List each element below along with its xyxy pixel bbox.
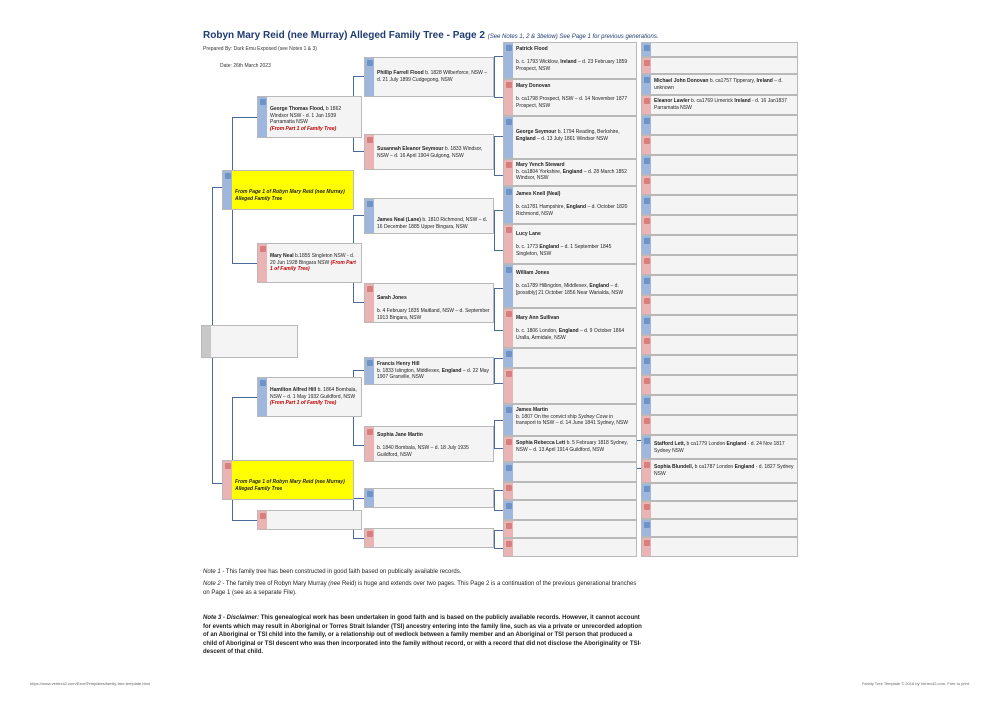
- empty-person-box[interactable]: [641, 537, 798, 557]
- from-page1-label-bottom: From Page 1 of Robyn Mary Reid (nee Murray) Alleged Family Tree: [235, 479, 345, 492]
- note-text: This family tree has been constructed in good faith based on publically available records.: [225, 569, 462, 575]
- female-icon: [642, 96, 651, 114]
- male-icon: [504, 187, 513, 223]
- empty-person-box[interactable]: [503, 500, 637, 520]
- male-icon: [504, 463, 513, 481]
- person-name: Lucy Lane: [516, 231, 541, 237]
- person-details: b. c. 1793 Wicklow,: [516, 59, 559, 65]
- female-icon: [504, 369, 513, 403]
- person-details: b.1855 Singleton NSW - d. 20 Jun 1928 Bingara NSW: [270, 253, 355, 266]
- female-icon: [642, 216, 651, 234]
- person-name: George Thomas Flood,: [270, 106, 325, 112]
- female-icon: [642, 336, 651, 354]
- person-mary-yench-steward[interactable]: [503, 159, 637, 186]
- person-details: b. ca1769 Limerick: [690, 98, 733, 104]
- person-name: Francis Henry Hill: [377, 361, 420, 367]
- empty-person-box[interactable]: [641, 519, 798, 537]
- person-icon: [223, 461, 232, 499]
- note-text: This genealogical work has been undertaken in good faith and is based on the publicly available records. However, it cannot account for events which may result in Aboriginal or Torres Strait Islander (TSI) ancestry entering into the family line, such as via a private or unrecorded adoption of an Aboriginal or TSI child into the family, or a relationship out of wedlock between a family member and an Aboriginal or TSI person that produced a child of Aboriginal or TSI descent who was then incorporated into the family without record, or with a record that did not disclose the Aboriginality or TSI-descent of that child.: [203, 615, 642, 655]
- person-details-2: in transport to NSW – d. 14 June 1841 Sydney, NSW: [516, 413, 628, 426]
- female-icon: [642, 376, 651, 394]
- person-country: England: [734, 464, 755, 470]
- person-details: b ca1779 London: [686, 441, 726, 447]
- person-details: b. 4 February 1835 Maitland, NSW – d. September 1913 Bingara, NSW: [377, 308, 490, 321]
- male-icon: [642, 156, 651, 174]
- person-james-knell-neal[interactable]: [503, 186, 637, 224]
- person-details: b. ca1798 Prospect, NSW – d. 14 November 1877 Prospect, NSW: [516, 96, 628, 109]
- empty-person-box[interactable]: [641, 355, 798, 375]
- empty-person-box[interactable]: [641, 195, 798, 215]
- male-icon: [642, 75, 651, 94]
- female-icon: [504, 521, 513, 537]
- person-name: James Neal (Lane): [377, 217, 421, 223]
- person-country: England: [539, 244, 560, 250]
- note-nee: (nee: [328, 581, 341, 587]
- from-page1-box-bottom[interactable]: [222, 460, 354, 500]
- male-icon: [504, 349, 513, 367]
- empty-person-box[interactable]: [641, 235, 798, 255]
- person-name: Eleanor Lawler: [654, 98, 690, 104]
- title-main: Robyn Mary Reid (nee Murray) Alleged Family Tree - Page 2: [203, 30, 485, 41]
- empty-person-box[interactable]: [503, 368, 637, 404]
- root-person-box[interactable]: [201, 325, 298, 358]
- note-text: The family tree of Robyn Mary Murray: [225, 581, 327, 587]
- person-mary-ann-sullivan[interactable]: [503, 308, 637, 348]
- person-details: b. ca1789 Hillingdon, Middlesex,: [516, 283, 588, 289]
- person-icon: [223, 171, 232, 209]
- male-icon: [642, 196, 651, 214]
- female-icon: [504, 309, 513, 347]
- person-name: George Seymour: [516, 129, 557, 135]
- empty-person-box[interactable]: [641, 135, 798, 155]
- female-icon: [365, 529, 374, 547]
- person-details-2: - d. 1827 Sydney NSW: [654, 464, 794, 477]
- footer-copyright: Family Tree Template © 2016 by Vertex42.com. Free to print.: [861, 681, 970, 686]
- person-country: Ireland: [560, 59, 577, 65]
- male-icon: [642, 396, 651, 414]
- person-sophia-blundell[interactable]: [641, 459, 798, 483]
- person-francis-henry-hill[interactable]: [364, 357, 494, 385]
- empty-person-box[interactable]: [641, 295, 798, 315]
- female-icon: [504, 539, 513, 556]
- male-icon: [642, 276, 651, 294]
- person-name: Stafford Lett,: [654, 441, 686, 447]
- female-icon: [642, 416, 651, 434]
- person-details-2: – d. 13 July 1861 Windsor NSW: [537, 135, 608, 142]
- male-icon: [504, 265, 513, 307]
- person-sophia-jane-martin[interactable]: [364, 426, 494, 462]
- person-patrick-flood[interactable]: [503, 42, 637, 79]
- person-country: Ireland: [756, 78, 773, 84]
- person-details: b. 1794 Reading, Berkshire,: [557, 129, 620, 135]
- person-details: b. 1810 Richmond, NSW – d. 16 December 1885 Upper Bingara, NSW: [377, 217, 488, 230]
- empty-person-box[interactable]: [641, 57, 798, 74]
- person-phillip-farrell-flood[interactable]: [364, 57, 494, 97]
- person-details-2: – d. unknown: [654, 78, 783, 91]
- person-name: Michael John Donovan: [654, 78, 709, 84]
- person-details-2: – d. [possibly] 21 October 1856 Near Warialda, NSW: [516, 283, 624, 296]
- person-details: b. 5 February 1818 Sydney, NSW – d. 13 April 1914 Guildford, NSW: [516, 440, 628, 453]
- person-country: England: [441, 367, 462, 374]
- empty-person-box[interactable]: [641, 335, 798, 355]
- person-details: b. 1807 On the convict ship: [516, 413, 577, 420]
- person-details: b. 1840 Bombala, NSW – d. 18 July 1935 Guildford, NSW: [377, 445, 469, 458]
- person-details: b. 1828 Wilberforce, NSW – d. 21 July 1899 Cudgegong, NSW: [377, 70, 488, 83]
- male-icon: [642, 436, 651, 458]
- person-george-seymour[interactable]: [503, 116, 637, 159]
- empty-person-box[interactable]: [503, 520, 637, 538]
- person-details: b. c. 1806 London,: [516, 328, 558, 334]
- male-icon: [258, 378, 267, 416]
- person-details: b. ca1804 Yorkshire,: [516, 168, 562, 175]
- person-james-neal-lane[interactable]: [364, 198, 494, 234]
- female-icon: [642, 502, 651, 518]
- male-icon: [642, 316, 651, 334]
- male-icon: [504, 501, 513, 519]
- female-icon: [642, 296, 651, 314]
- person-name: Mary Donovan: [516, 83, 551, 89]
- person-stafford-lett[interactable]: [641, 435, 798, 459]
- date-label: Date: 26th March 2023: [220, 63, 271, 69]
- person-michael-john-donovan[interactable]: [641, 74, 798, 95]
- person-name: Susannah Eleanor Seymour: [377, 146, 444, 152]
- male-icon: [504, 117, 513, 158]
- person-name: Sophia Jane Martin: [377, 432, 423, 438]
- person-country: England: [558, 328, 579, 334]
- person-sophia-rebecca-lett[interactable]: [503, 436, 637, 462]
- person-name: Mary Yench Steward: [516, 162, 565, 168]
- page-title: [203, 30, 659, 41]
- person-name: James Knell (Neal): [516, 191, 561, 197]
- person-name: Mary Neal: [270, 253, 294, 259]
- person-details: b. 1864 Bombala, NSW – d. 1 May 1932 Guildford, NSW: [270, 387, 357, 400]
- female-icon: [504, 437, 513, 461]
- male-icon: [642, 356, 651, 374]
- male-icon: [504, 43, 513, 78]
- female-icon: [365, 284, 374, 322]
- person-details: b. 1833 Islington, Middlesex,: [377, 367, 441, 374]
- male-icon: [642, 484, 651, 500]
- note-2: [203, 580, 643, 597]
- male-icon: [365, 358, 374, 384]
- from-page1-box-top[interactable]: [222, 170, 354, 210]
- empty-person-box[interactable]: [503, 482, 637, 500]
- female-icon: [504, 160, 513, 185]
- person-details: b. 1833 Windsor, NSW – d. 16 April 1904 Gulgong, NSW: [377, 146, 483, 159]
- placeholder-marker: [202, 326, 211, 357]
- male-icon: [504, 405, 513, 435]
- male-icon: [365, 489, 374, 507]
- note-label: Note 3 - Disclaimer:: [203, 615, 260, 621]
- empty-person-box[interactable]: [641, 415, 798, 435]
- female-icon: [642, 256, 651, 274]
- person-details: b. ca1781 Hampshire,: [516, 204, 565, 210]
- female-icon: [642, 538, 651, 556]
- from-page1-label-top: From Page 1 of Robyn Mary Reid (nee Murray) Alleged Family Tree: [235, 189, 345, 202]
- person-name: Sophia Blundell,: [654, 464, 694, 470]
- person-name: Hamilton Alfred Hill: [270, 387, 317, 393]
- person-hamilton-alfred-hill[interactable]: [257, 377, 362, 417]
- person-details-2: - d. 16 Jan1837 Parramatta NSW: [654, 98, 787, 111]
- female-icon: [504, 225, 513, 263]
- female-icon: [504, 483, 513, 499]
- person-name: Mary Ann Sullivan: [516, 315, 560, 321]
- empty-person-box[interactable]: [503, 462, 637, 482]
- person-note: (From Part 1 of Family Tree): [270, 259, 356, 272]
- person-name: William Jones: [516, 270, 550, 276]
- empty-person-box[interactable]: [641, 375, 798, 395]
- female-icon: [642, 136, 651, 154]
- note-label: Note 1 -: [203, 569, 225, 575]
- person-details: b. ca1757 Tipperary,: [709, 78, 756, 84]
- female-icon: [642, 176, 651, 194]
- person-james-martin[interactable]: [503, 404, 637, 436]
- female-icon: [365, 135, 374, 169]
- female-icon: [365, 427, 374, 461]
- male-icon: [365, 58, 374, 96]
- male-icon: [642, 116, 651, 134]
- male-icon: [642, 520, 651, 536]
- empty-person-box[interactable]: [641, 501, 798, 519]
- ship-name: Sydney Cove: [577, 413, 608, 420]
- person-country: England: [566, 204, 587, 210]
- empty-person-box[interactable]: [641, 115, 798, 135]
- empty-person-box[interactable]: [641, 275, 798, 295]
- person-country: England: [562, 168, 583, 175]
- person-country: England: [589, 283, 610, 289]
- person-lucy-lane[interactable]: [503, 224, 637, 264]
- empty-person-box[interactable]: [641, 175, 798, 195]
- male-icon: [642, 43, 651, 56]
- person-susannah-eleanor-seymour[interactable]: [364, 134, 494, 170]
- empty-person-box[interactable]: [641, 215, 798, 235]
- person-note: (From Part 1 of Family Tree): [270, 400, 337, 406]
- person-details: b 1862 Windsor NSW - d. 1 Jan 1939 Parramatta NSW: [270, 106, 342, 125]
- male-icon: [642, 236, 651, 254]
- person-country: England: [516, 135, 536, 142]
- person-details-2: – d. 9 October 1864 Uralla, Armidale, NSW: [516, 328, 625, 341]
- title-subtitle: (See Notes 1, 2 & 3below) See Page 1 for previous generations.: [487, 34, 659, 40]
- person-eleanor-lawler[interactable]: [641, 95, 798, 115]
- person-mary-donovan[interactable]: [503, 79, 637, 116]
- empty-person-box[interactable]: [641, 155, 798, 175]
- empty-person-box[interactable]: [503, 348, 637, 368]
- female-icon: [504, 80, 513, 115]
- person-note: (From Part 1 of Family Tree): [270, 125, 337, 132]
- female-icon: [642, 58, 651, 73]
- empty-person-box[interactable]: [641, 395, 798, 415]
- male-icon: [258, 97, 267, 137]
- person-details-2: - d. 24 Nov 1817 Sydney NSW: [654, 441, 785, 454]
- person-william-jones[interactable]: [503, 264, 637, 308]
- female-icon: [258, 511, 267, 529]
- person-country: England: [726, 441, 747, 447]
- person-country: Ireland: [734, 98, 751, 104]
- person-details-2: – d. 23 February 1859 Prospect, NSW: [516, 59, 628, 72]
- female-icon: [642, 460, 651, 482]
- person-sarah-jones[interactable]: [364, 283, 494, 323]
- person-name: Sarah Jones: [377, 295, 407, 301]
- person-name: Sophia Rebecca Lett: [516, 440, 566, 446]
- empty-person-box[interactable]: [641, 42, 798, 57]
- female-icon: [258, 244, 267, 282]
- note-text-2: Reid) is huge and extends over two pages. This Page 2 is a continuation of the previous generational branches on Page 1 (see as a separate File).: [203, 581, 637, 596]
- person-details: b ca1787 London: [694, 464, 734, 470]
- person-details-2: – d. 28 March 1852 Windsor, NSW: [516, 168, 627, 181]
- person-details-2: – d. October 1820 Richmond, NSW: [516, 204, 628, 217]
- empty-person-box[interactable]: [641, 315, 798, 335]
- empty-person-box[interactable]: [364, 488, 494, 508]
- empty-person-box[interactable]: [503, 538, 637, 557]
- person-details: b. c. 1773: [516, 244, 538, 250]
- empty-person-box[interactable]: [364, 528, 494, 548]
- empty-person-box[interactable]: [641, 483, 798, 501]
- note-label: Note 2 -: [203, 581, 225, 587]
- empty-person-box[interactable]: [641, 255, 798, 275]
- note-1: [203, 568, 643, 577]
- prepared-by: Prepared By: Dark Emu Exposed (see Notes 1 & 3): [203, 46, 317, 52]
- note-3-disclaimer: [203, 614, 643, 657]
- person-name: Patrick Flood: [516, 46, 548, 52]
- footer-url[interactable]: https://www.vertex42.com/ExcelTemplates/family-tree-template.html: [30, 681, 150, 686]
- person-details-2: – d. 1 September 1845 Singleton, NSW: [516, 244, 612, 257]
- person-details-2: – d. 22 May 1907 Granville, NSW: [377, 367, 490, 380]
- male-icon: [365, 199, 374, 233]
- empty-person-box[interactable]: [257, 510, 362, 530]
- person-name: James Martin: [516, 407, 548, 413]
- person-george-thomas-flood[interactable]: [257, 96, 362, 138]
- person-name: Phillip Farrell Flood: [377, 70, 424, 76]
- person-mary-neal[interactable]: [257, 243, 362, 283]
